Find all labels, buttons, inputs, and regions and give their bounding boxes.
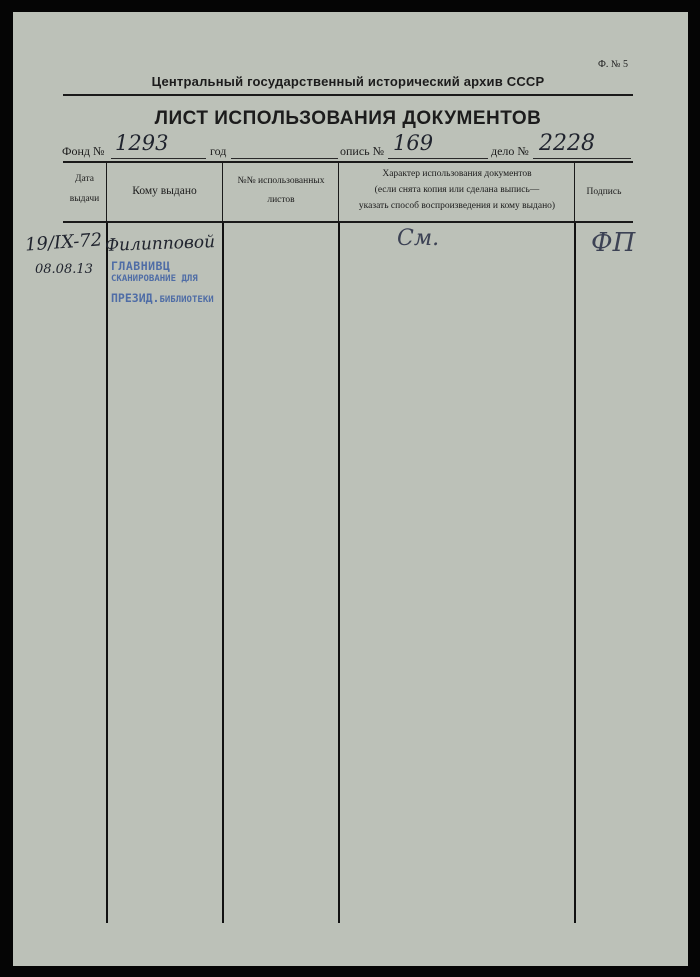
stamp-line-2: СКАНИРОВАНИЕ ДЛЯ	[111, 274, 198, 284]
column-separator	[106, 223, 108, 923]
stamp-line-1: ГЛАВНИВЦ	[111, 259, 171, 273]
col-sheets-header-line1: №№ использованных	[237, 176, 325, 186]
col-sheets-header-line2: листов	[267, 195, 295, 205]
opis-value: 169	[393, 131, 434, 155]
stamp-line-3-bold: ПРЕЗИД.	[111, 291, 160, 305]
col-date-header-line1: Дата	[75, 174, 94, 184]
header-separator	[106, 163, 107, 221]
col-nature-header-line3: указать способ воспроизведения и кому выдано)	[358, 201, 556, 211]
archive-name: Центральный государственный исторический архив СССР	[151, 74, 545, 89]
col-to-whom-header: Кому выдано	[132, 185, 197, 197]
col-date-header-line2: выдачи	[69, 194, 100, 204]
page-title: ЛИСТ ИСПОЛЬЗОВАНИЯ ДОКУМЕНТОВ	[154, 108, 542, 129]
column-separator	[222, 223, 224, 923]
stamp-line-3	[111, 287, 214, 306]
entry-signature: ФП	[591, 228, 636, 258]
entry-to-whom: Филипповой	[104, 232, 216, 256]
header-separator	[338, 163, 339, 221]
table-header-bottom-rule	[63, 221, 633, 223]
god-label: год	[210, 144, 227, 158]
fond-label: Фонд №	[62, 144, 105, 158]
column-separator	[574, 223, 576, 923]
god-underline	[231, 158, 338, 159]
fond-underline	[111, 158, 206, 159]
column-separator	[338, 223, 340, 923]
col-nature-header-line1: Характер использования документов	[382, 169, 532, 179]
delo-underline	[533, 158, 631, 159]
opis-label: опись №	[340, 144, 385, 158]
header-separator	[574, 163, 575, 221]
table-top-rule	[63, 161, 633, 163]
entry-date-2: 08.08.13	[35, 262, 93, 277]
delo-value: 2228	[539, 131, 595, 156]
fond-value: 1293	[115, 131, 169, 155]
opis-underline	[388, 158, 488, 159]
header-separator	[222, 163, 223, 221]
document-sheet	[13, 12, 688, 966]
delo-label: дело №	[491, 144, 529, 158]
col-nature-header-line2: (если снята копия или сделана выпись—	[374, 185, 540, 195]
entry-nature: См.	[397, 226, 440, 251]
entry-date: 19/IX-72	[24, 229, 103, 256]
stamp-line-3-rest: БИБЛИОТЕКИ	[159, 295, 214, 305]
form-number: Ф. № 5	[598, 59, 628, 70]
header-rule	[63, 94, 633, 96]
col-signature-header: Подпись	[586, 187, 622, 197]
